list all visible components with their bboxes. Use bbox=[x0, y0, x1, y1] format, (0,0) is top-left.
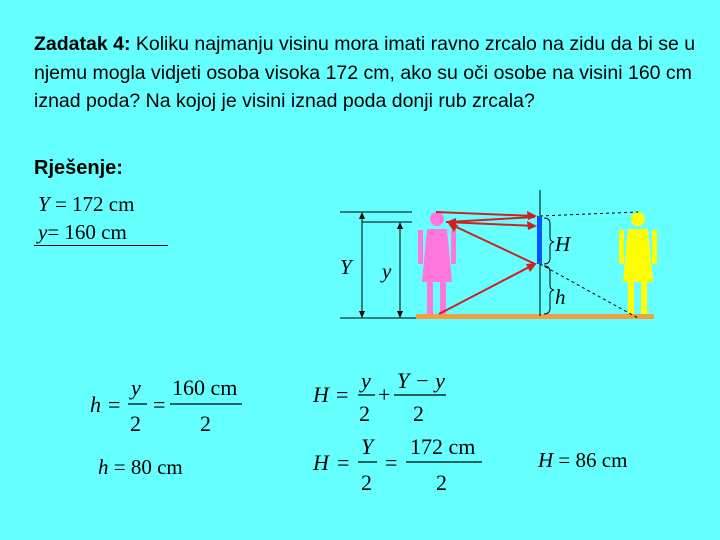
solution-heading: Rješenje: bbox=[34, 157, 123, 179]
Y-label: Y bbox=[340, 255, 352, 279]
person-left-leg-right bbox=[440, 282, 446, 314]
formula-h-eq2: = bbox=[153, 392, 166, 417]
formula-h-den2: 2 bbox=[200, 411, 211, 436]
given-y-var: y bbox=[38, 220, 48, 244]
Y-arrow-bottom bbox=[359, 311, 365, 318]
formula-H2-den2: 2 bbox=[436, 470, 447, 495]
formula-h-num2: 160 cm bbox=[172, 375, 238, 400]
formula-h-lhs: h bbox=[90, 392, 101, 417]
floor bbox=[416, 314, 654, 319]
mirror bbox=[537, 216, 542, 264]
formula-H2-num1: Y bbox=[361, 434, 374, 459]
person-left bbox=[418, 212, 456, 314]
ray-eye-line bbox=[446, 222, 535, 226]
person-right-head bbox=[631, 212, 645, 226]
result-H-var: H bbox=[538, 448, 554, 472]
formula-H2-lhs: H bbox=[313, 450, 329, 475]
formula-H1-den2: 2 bbox=[413, 401, 424, 426]
Y-arrow-top bbox=[359, 212, 365, 219]
person-left-arm-right bbox=[451, 230, 456, 264]
formula-H2-den1: 2 bbox=[361, 470, 372, 495]
person-left-dress bbox=[422, 229, 452, 282]
result-H-value: = 86 cm bbox=[553, 448, 628, 472]
y-arrow-top bbox=[397, 222, 403, 229]
result-h bbox=[98, 455, 183, 480]
formula-H1-lhs: H bbox=[313, 382, 329, 407]
y-arrow-bottom bbox=[397, 311, 403, 318]
formula-H1-num1: y bbox=[361, 368, 371, 393]
H-label: H bbox=[555, 232, 571, 256]
formula-H1-eq: = bbox=[336, 382, 349, 407]
formula-H1-num2: Y − y bbox=[397, 368, 445, 393]
problem-label: Zadatak 4: bbox=[34, 33, 131, 55]
arrowhead-3 bbox=[527, 221, 537, 230]
person-right-leg-left bbox=[628, 282, 634, 314]
given-Y-var: Y bbox=[38, 192, 50, 216]
formula-H1-plus: + bbox=[378, 382, 391, 407]
ray-feet-incident bbox=[439, 264, 535, 314]
result-h-value: = 80 cm bbox=[108, 455, 183, 479]
H-brace bbox=[544, 218, 554, 264]
person-right-arm-left bbox=[619, 230, 624, 264]
person-right-leg-right bbox=[641, 282, 647, 314]
formula-h bbox=[90, 375, 242, 436]
formula-H2-eq1: = bbox=[337, 450, 350, 475]
person-right-dress bbox=[623, 229, 653, 282]
formula-H1 bbox=[312, 368, 446, 426]
formula-h-eq1: = bbox=[108, 392, 121, 417]
formula-h-den1: 2 bbox=[130, 411, 141, 436]
result-h-var: h bbox=[98, 455, 109, 479]
person-right bbox=[619, 212, 657, 314]
arrowhead-1 bbox=[527, 211, 537, 220]
ray-top-reflected bbox=[448, 217, 535, 222]
formula-H1-den1: 2 bbox=[359, 401, 370, 426]
y-label: y bbox=[382, 259, 392, 283]
dashed-line-top bbox=[540, 212, 638, 216]
formula-H2 bbox=[312, 434, 482, 495]
person-left-head bbox=[430, 212, 444, 226]
h-brace bbox=[544, 266, 554, 314]
given-y-value: = 160 cm bbox=[47, 220, 127, 244]
person-left-leg-left bbox=[427, 282, 433, 314]
formula-H2-eq2: = bbox=[385, 450, 398, 475]
h-label: h bbox=[555, 285, 566, 309]
given-Y-value: = 172 cm bbox=[49, 192, 135, 216]
person-right-arm-right bbox=[652, 230, 657, 264]
result-H bbox=[538, 448, 627, 473]
light-rays bbox=[436, 212, 535, 314]
person-left-arm-left bbox=[418, 230, 423, 264]
problem-text: Koliku najmanju visinu mora imati ravno zrcalo na zidu da bi se u njemu mogla vidjeti osoba visoka 172 cm, ako su oči osobe na visini 160 cm iznad poda? Na kojoj je visini iznad poda donji rub zrcala? bbox=[34, 33, 696, 112]
ray-top-incident bbox=[436, 212, 535, 216]
formula-H2-num2: 172 cm bbox=[410, 434, 476, 459]
ray-feet-reflected bbox=[450, 224, 535, 264]
formula-h-num1: y bbox=[131, 375, 141, 400]
